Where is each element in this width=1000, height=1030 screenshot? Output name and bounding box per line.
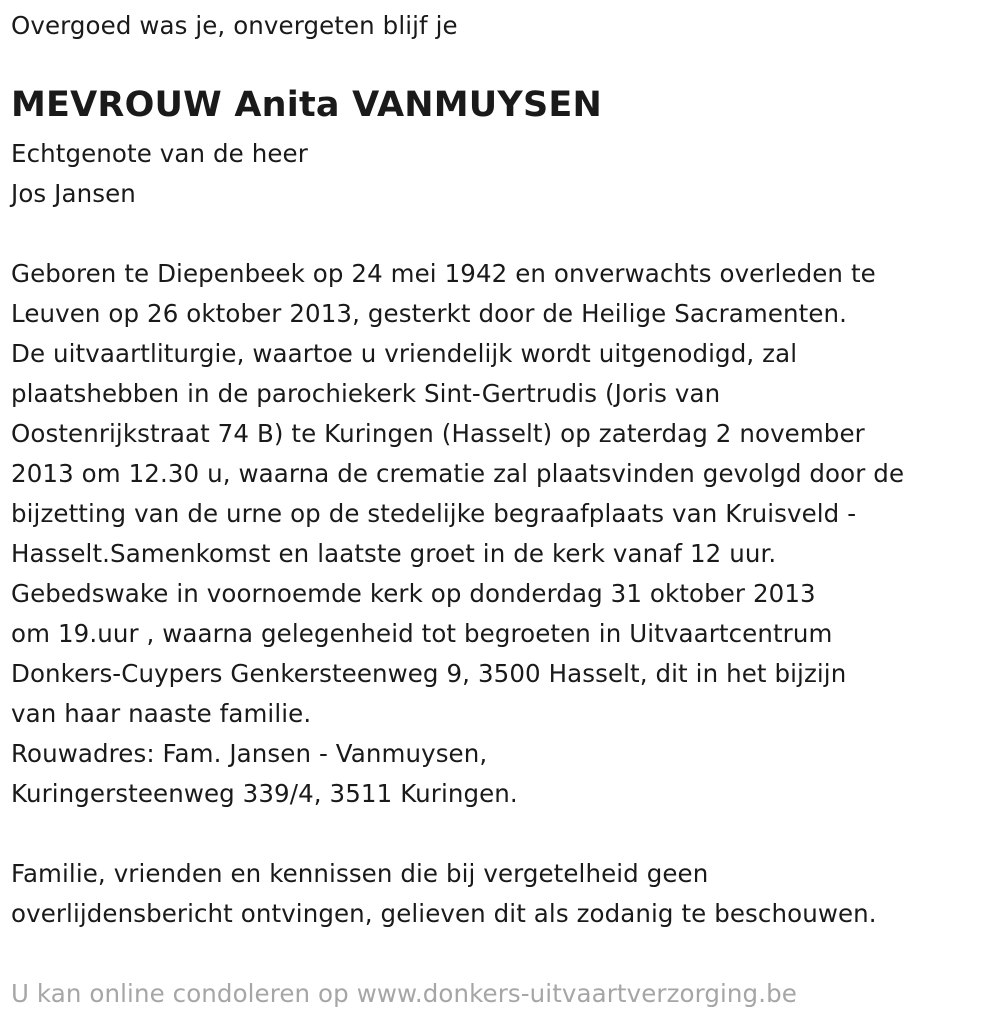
spouse-line: Echtgenote van de heer xyxy=(11,139,308,168)
funeral-details xyxy=(11,254,904,814)
body-line: bijzetting van de urne op de stedelijke begraafplaats van Kruisveld - xyxy=(11,499,857,528)
body-line: Oostenrijkstraat 74 B) te Kuringen (Hasselt) op zaterdag 2 november xyxy=(11,419,865,448)
body-line: Gebedswake in voornoemde kerk op donderdag 31 oktober 2013 xyxy=(11,579,816,608)
spouse-line: Jos Jansen xyxy=(11,179,136,208)
family-notice-line: overlijdensbericht ontvingen, gelieven dit als zodanig te beschouwen. xyxy=(11,899,877,928)
body-line: om 19.uur , waarna gelegenheid tot begroeten in Uitvaartcentrum xyxy=(11,619,833,648)
body-line: plaatshebben in de parochiekerk Sint-Gertrudis (Joris van xyxy=(11,379,721,408)
body-line: van haar naaste familie. xyxy=(11,699,312,728)
family-notice-line: Familie, vrienden en kennissen die bij vergetelheid geen xyxy=(11,859,709,888)
body-line: 2013 om 12.30 u, waarna de crematie zal plaatsvinden gevolgd door de xyxy=(11,459,905,488)
body-line: Hasselt.Samenkomst en laatste groet in de kerk vanaf 12 uur. xyxy=(11,539,777,568)
mourning-address-line: Kuringersteenweg 339/4, 3511 Kuringen. xyxy=(11,779,518,808)
body-line: De uitvaartliturgie, waartoe u vriendelijk wordt uitgenodigd, zal xyxy=(11,339,798,368)
body-line: Donkers-Cuypers Genkersteenweg 9, 3500 Hasselt, dit in het bijzijn xyxy=(11,659,847,688)
body-line: Geboren te Diepenbeek op 24 mei 1942 en onverwachts overleden te xyxy=(11,259,876,288)
spouse-block xyxy=(11,134,308,214)
motto: Overgoed was je, onvergeten blijf je xyxy=(11,11,458,40)
mourning-address-line: Rouwadres: Fam. Jansen - Vanmuysen, xyxy=(11,739,488,768)
deceased-name: MEVROUW Anita VANMUYSEN xyxy=(11,85,602,125)
body-line: Leuven op 26 oktober 2013, gesterkt door de Heilige Sacramenten. xyxy=(11,299,848,328)
online-condolence-text: U kan online condoleren op www.donkers-uitvaartverzorging.be xyxy=(11,979,797,1008)
family-notice xyxy=(11,854,877,934)
